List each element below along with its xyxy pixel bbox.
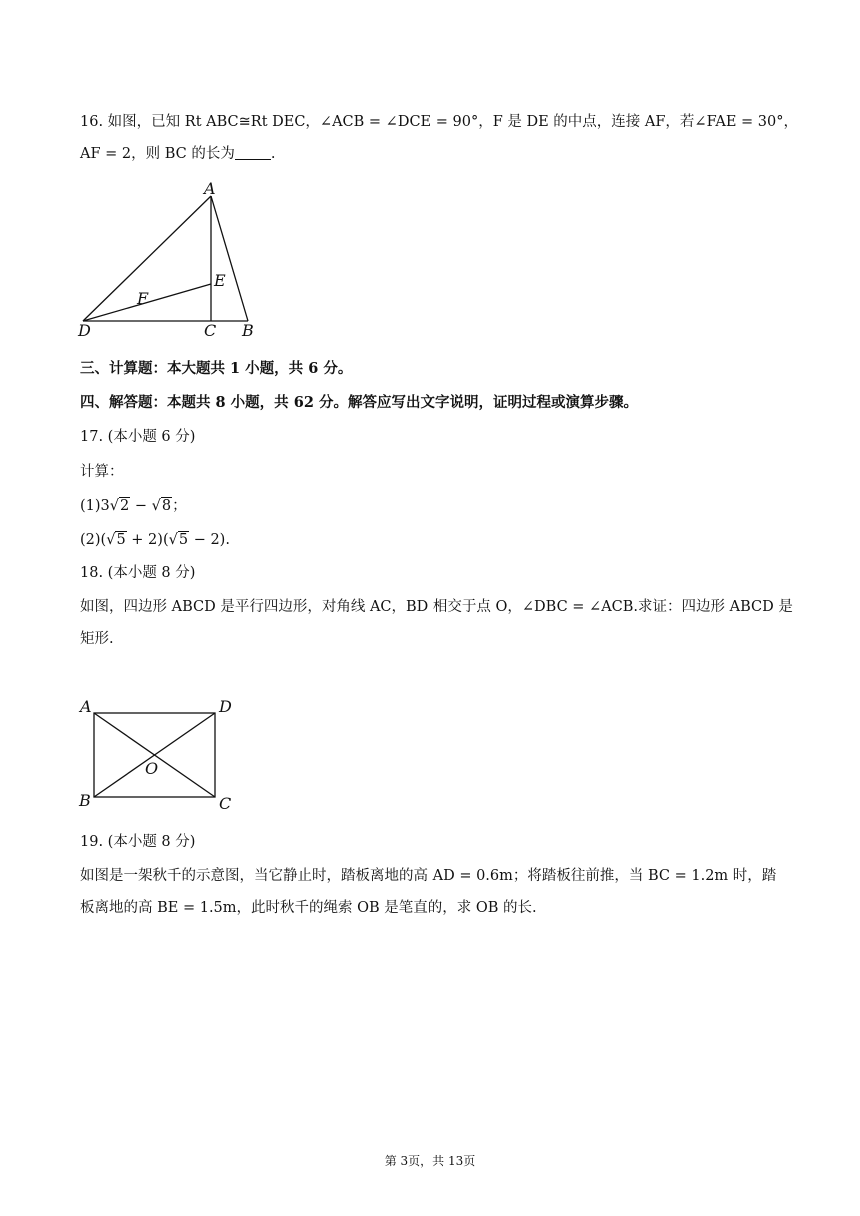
q16-line1: 16. 如图，已知 Rt ABC≅Rt DEC，∠ACB = ∠DCE = 90°，F 是 DE 的中点，连接 AF，若∠FAE = 30°， <box>80 114 799 130</box>
q17-p2-radicand1: 5 <box>116 532 126 548</box>
q16-line2-text: AF = 2，则 BC 的长为 <box>80 146 235 162</box>
label-d: D <box>78 321 91 340</box>
q17-p1-radicand1: 2 <box>120 498 130 514</box>
label-d: D <box>219 697 232 716</box>
q17-p1-prefix: (1)3 <box>80 498 110 514</box>
label-c: C <box>204 321 217 340</box>
q17-p1-radicand2: 8 <box>161 498 172 514</box>
sqrt-symbol: √ <box>106 532 116 548</box>
q16-line2-end: . <box>270 146 276 162</box>
label-a: A <box>80 697 92 716</box>
label-b: B <box>242 321 254 340</box>
sqrt-symbol: √ <box>168 532 178 548</box>
q17-p2-prefix: (2)( <box>80 532 107 548</box>
q16-line2 <box>80 144 275 164</box>
label-f: F <box>137 289 149 308</box>
q19-line1: 如图是一架秋千的示意图，当它静止时，踏板离地的高 AD = 0.6m；将踏板往前推，当 BC = 1.2m 时，踏 <box>80 868 777 884</box>
sqrt-symbol: √ <box>151 498 161 514</box>
page-footer: 第 3页，共 13页 <box>384 1154 476 1168</box>
q17-intro: 计算： <box>80 464 124 480</box>
q18-line2: 矩形. <box>80 631 114 647</box>
answer-blank <box>235 145 271 160</box>
q17-p1-minus: − <box>130 498 152 514</box>
section-3-heading: 三、计算题：本大题共 1 小题，共 6 分。 <box>80 360 353 377</box>
q18-rectangle-figure <box>74 696 244 814</box>
q17-p2-middle: + 2)( <box>126 532 169 548</box>
q16-triangle-figure <box>70 178 270 343</box>
q18-line1: 如图，四边形 ABCD 是平行四边形，对角线 AC，BD 相交于点 O，∠DBC = ∠ACB.求证：四边形 ABCD 是 <box>80 599 793 615</box>
q17-part2 <box>80 530 230 550</box>
q17-p1-end: ； <box>172 498 187 514</box>
label-a: A <box>204 179 216 198</box>
q19-header: 19. (本小题 8 分) <box>80 834 196 850</box>
q17-p2-end: − 2). <box>189 532 230 548</box>
label-e: E <box>214 271 226 290</box>
segment-ab <box>211 196 248 321</box>
sqrt-symbol: √ <box>109 498 120 514</box>
q17-part1 <box>80 496 187 516</box>
label-c: C <box>219 794 232 813</box>
label-o: O <box>145 759 159 778</box>
label-b: B <box>79 791 91 810</box>
q19-line2: 板离地的高 BE = 1.5m，此时秋千的绳索 OB 是笔直的，求 OB 的长. <box>80 900 537 916</box>
q17-header: 17. (本小题 6 分) <box>80 429 196 445</box>
section-4-heading: 四、解答题：本题共 8 小题，共 62 分。解答应写出文字说明，证明过程或演算步骤。 <box>80 394 638 411</box>
q18-header: 18. (本小题 8 分) <box>80 565 196 581</box>
q17-p2-radicand2: 5 <box>178 532 189 548</box>
